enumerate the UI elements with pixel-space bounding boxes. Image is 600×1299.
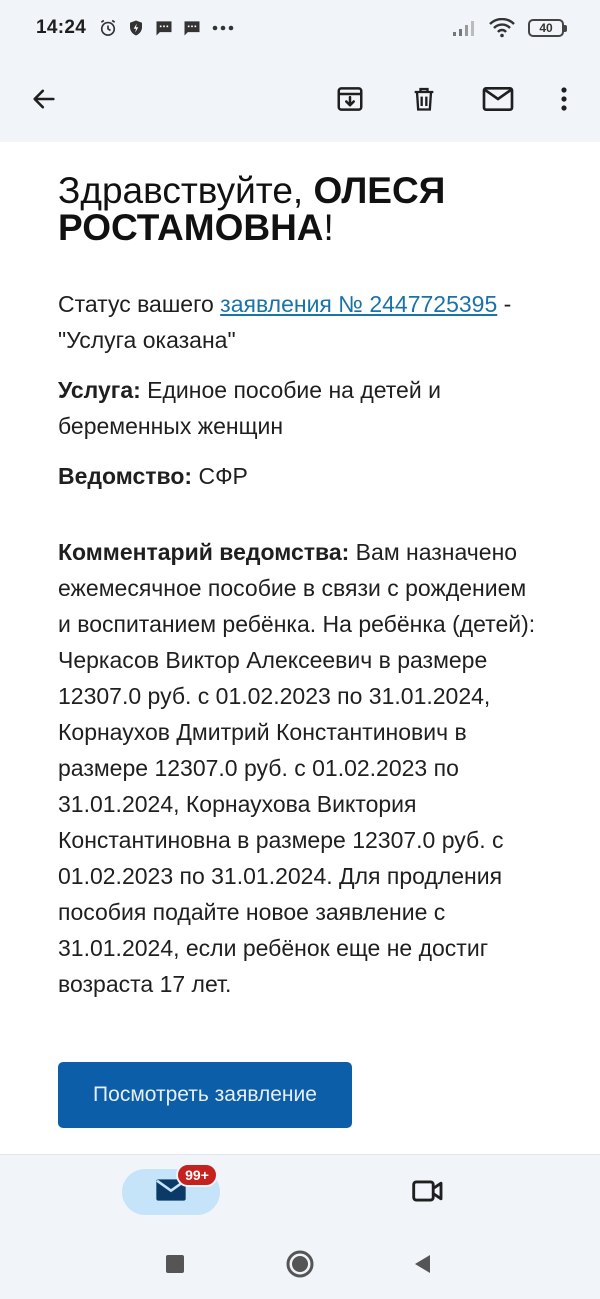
more-vert-icon[interactable]	[550, 77, 578, 121]
status-time: 14:24	[36, 17, 87, 38]
greeting-prefix: Здравствуйте,	[58, 170, 314, 211]
alarm-icon	[96, 16, 120, 40]
system-nav-bar	[0, 1228, 600, 1299]
back-triangle-icon[interactable]	[406, 1248, 438, 1280]
email-body	[0, 142, 600, 1154]
service-paragraph	[58, 372, 542, 444]
delete-icon[interactable]	[402, 77, 446, 121]
back-arrow-icon[interactable]	[22, 77, 66, 121]
recents-square-icon[interactable]	[159, 1248, 191, 1280]
status-suffix: - "Услуга оказана"	[58, 291, 512, 353]
signal-icon	[452, 16, 476, 40]
comment-label: Комментарий ведомства:	[58, 539, 350, 565]
shield-icon	[124, 16, 148, 40]
top-app-bar	[0, 56, 600, 142]
greeting-name: ОЛЕСЯ РОСТАМОВНА	[58, 170, 446, 248]
wifi-icon	[488, 16, 516, 40]
agency-value: СФР	[192, 463, 248, 489]
comment-paragraph	[58, 534, 542, 1002]
status-bar	[0, 0, 600, 56]
meet-tab[interactable]	[406, 1173, 450, 1213]
status-paragraph	[58, 286, 542, 358]
message-icon	[152, 16, 176, 40]
mark-unread-icon[interactable]	[476, 77, 520, 121]
status-prefix: Статус вашего	[58, 291, 221, 317]
comment-value: Вам назначено ежемесячное пособие в связи с рождением и воспитанием ребёнка. На ребёнка (детей): Черкасов Виктор Алексеевич в размере 12307.0 руб. с 01.02.2023 по 31.01.2024, Корнаухов Дмитрий Константинович в размере 12307.0 руб. с 01.02.2023 по 31.01.2024, Корнаухова Виктория Константиновна в размере 12307.0 руб. с 01.02.2023 по 31.01.2024. Для продления пособия подайте новое заявление с 31.01.2024, если ребёнок еще не достиг возраста 17 лет.	[58, 539, 536, 997]
bottom-nav	[0, 1154, 600, 1228]
archive-icon[interactable]	[328, 77, 372, 121]
message-icon	[180, 16, 204, 40]
unread-count-badge: 99+	[176, 1163, 218, 1187]
battery-indicator: 40	[528, 19, 564, 37]
video-icon	[411, 1178, 445, 1209]
agency-paragraph	[58, 458, 542, 494]
view-application-button[interactable]: Посмотреть заявление	[58, 1062, 352, 1128]
greeting-heading	[58, 172, 542, 246]
more-dots-icon	[208, 16, 238, 40]
greeting-suffix: !	[323, 207, 334, 248]
agency-label: Ведомство:	[58, 463, 193, 489]
home-circle-icon[interactable]	[284, 1248, 316, 1280]
service-label: Услуга:	[58, 377, 141, 403]
service-value: Единое пособие на детей и беременных женщин	[58, 377, 441, 439]
application-link[interactable]: заявления № 2447725395	[220, 291, 498, 317]
